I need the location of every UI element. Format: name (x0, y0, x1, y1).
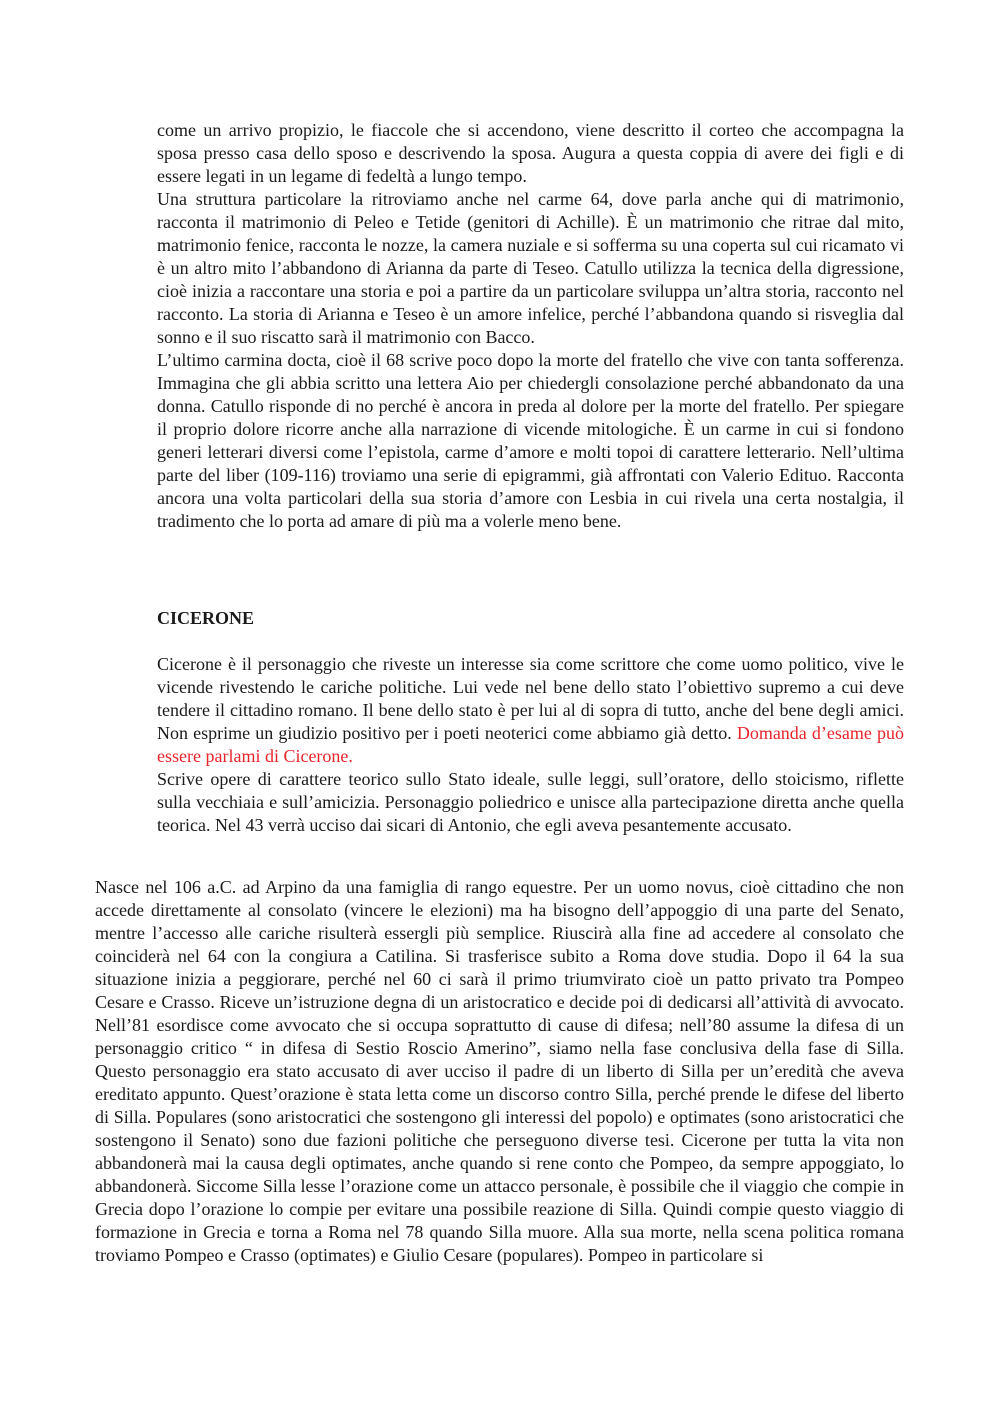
heading-cicerone: CICERONE (157, 608, 255, 628)
paragraph-cicerone-biography: Nasce nel 106 a.C. ad Arpino da una famiglia di rango equestre. Per un uomo novus, cioè cittadino che non accede direttamente al consolato (vincere le elezioni) ma ha bisogno dell’appoggio di una parte del Senato, mentre l’accesso alle cariche risulterà essergli più semplice. Riuscirà alla fine ad accedere al consolato che coinciderà nel 64 con la congiura a Catilina. Si trasferisce subito a Roma dove studia. Dopo il 64 la sua situazione inizia a peggiorare, perché nel 60 ci sarà il primo triumvirato cioè un patto privato tra Pompeo Cesare e Crasso. Riceve un’istruzione degna di un aristocratico e decide poi di dedicarsi all’attività di avvocato. Nell’81 esordisce come avvocato che si occupa soprattutto di cause di difesa; nell’80 assume la difesa di un personaggio critico “ in difesa di Sestio Roscio Amerino”, siamo nella fase conclusiva della fase di Silla. Questo personaggio era stato accusato di aver ucciso il padre di un liberto di Silla per un’eredità che aveva ereditato appunto. Quest’orazione è stata letta come un discorso contro Silla, perché prende le difese del liberto di Silla. Populares (sono aristocratici che sostengono gli interessi del popolo) e optimates (sono aristocratici che sostengono il Senato) sono due fazioni politiche che perseguono diverse tesi. Cicerone per tutta la vita non abbandonerà mai la causa degli optimates, anche quando si rene conto che Pompeo, da sempre appoggiato, lo abbandonerà. Siccome Silla lesse l’orazione come un attacco personale, è possibile che il viaggio che compie in Grecia dopo l’orazione lo compie per evitare una possibile reazione di Silla. Quindi compie questo viaggio di formazione in Grecia e torna a Roma nel 78 quando Silla muore. Alla sua morte, nella scena politica romana troviamo Pompeo e Crasso (optimates) e Giulio Cesare (populares). Pompeo in particolare si (95, 877, 904, 1265)
cicerone-intro-section (157, 653, 904, 837)
paragraph-carme-61-end: come un arrivo propizio, le fiaccole che si accendono, viene descritto il corteo che accompagna la sposa presso casa dello sposo e descrivendo la sposa. Augura a questa coppia di avere dei figli e di essere legati in un legame di fedeltà a lungo tempo. (157, 120, 904, 186)
section-heading-cicerone (157, 607, 904, 630)
paragraph-carme-68: L’ultimo carmina docta, cioè il 68 scrive poco dopo la morte del fratello che vive con tanta sofferenza. Immagina che gli abbia scritto una lettera Aio per chiedergli consolazione perché abbandonato da una donna. Catullo risponde di no perché è ancora in preda al dolore per la morte del fratello. Per spiegare il proprio dolore ricorre anche alla narrazione di vicende mitologiche. È un carme in cui si fondono generi letterari diversi come l’epistola, carme d’amore e molti topoi di carattere letterario. Nell’ultima parte del liber (109-116) troviamo una serie di epigrammi, già affrontati con Valerio Edituo. Racconta ancora una volta particolari della sua storia d’amore con Lesbia in cui rivela una certa nostalgia, il tradimento che lo porta ad amare di più ma a volerle meno bene. (157, 350, 904, 531)
catullo-section (157, 119, 904, 533)
intro-text: Cicerone è il personaggio che riveste un interesse sia come scrittore che come uomo politico, vive le vicende rivestendo le cariche politiche. Lui vede nel bene dello stato l’obiettivo supremo a cui deve tendere il cittadino romano. Il bene dello stato è per lui al di sopra di tutto, anche del bene degli amici. Non esprime un giudizio positivo per i poeti neoterici come abbiamo già detto. (157, 654, 904, 743)
cicerone-biography-section (95, 876, 904, 1267)
exam-note: Domanda d’esame può essere parlami di Cicerone. (157, 723, 904, 766)
paragraph-cicerone-intro (157, 653, 904, 768)
paragraph-carme-64: Una struttura particolare la ritroviamo anche nel carme 64, dove parla anche qui di matrimonio, racconta il matrimonio di Peleo e Tetide (genitori di Achille). È un matrimonio che ritrae dal mito, matrimonio fenice, racconta le nozze, la camera nuziale e si sofferma su una coperta sul cui ricamato vi è un altro mito l’abbandono di Arianna da parte di Teseo. Catullo utilizza la tecnica della digressione, cioè inizia a raccontare una storia e poi a partire da un particolare sviluppa un’altra storia, racconto nel racconto. La storia di Arianna e Teseo è un amore infelice, perché l’abbandona quando si risveglia dal sonno e il suo riscatto sarà il matrimonio con Bacco. (157, 189, 904, 347)
paragraph-cicerone-works: Scrive opere di carattere teorico sullo Stato ideale, sulle leggi, sull’oratore, dello stoicismo, riflette sulla vecchiaia e sull’amicizia. Personaggio poliedrico e unisce alla partecipazione diretta anche quella teorica. Nel 43 verrà ucciso dai sicari di Antonio, che egli aveva pesantemente accusato. (157, 769, 904, 835)
